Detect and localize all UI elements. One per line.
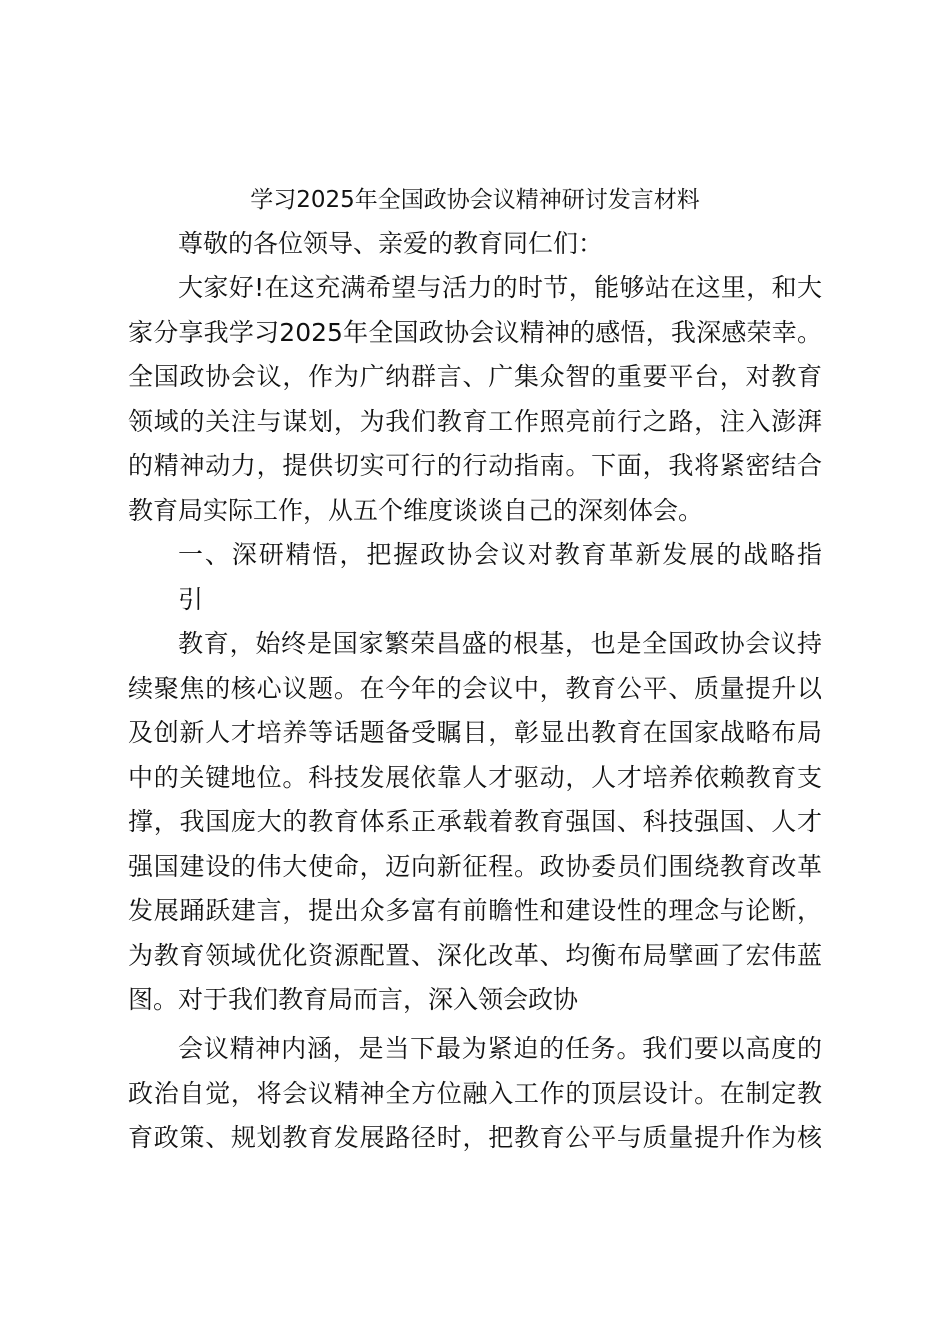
text-line: 强国建设的伟大使命，迈向新征程。政协委员们围绕教育改革 <box>128 851 822 881</box>
text-line: 育政策、规划教育发展路径时，把教育公平与质量提升作为核 <box>128 1123 822 1152</box>
paragraph-meeting-spirit <box>128 1027 822 1161</box>
text-line: 家分享我学习2025年全国政协会议精神的感悟，我深感荣幸。 <box>128 317 822 347</box>
text-line: 领域的关注与谋划，为我们教育工作照亮前行之路，注入澎湃 <box>128 406 822 436</box>
text-line: 为教育领域优化资源配置、深化改革、均衡布局擘画了宏伟蓝 <box>128 940 822 970</box>
heading-line: 引 <box>178 584 204 614</box>
text-line: 发展踊跃建言，提出众多富有前瞻性和建设性的理念与论断， <box>128 896 822 925</box>
paragraph-education <box>128 622 822 1023</box>
text-line: 中的关键地位。科技发展依靠人才驱动，人才培养依赖教育支 <box>128 762 822 792</box>
paragraph-greeting <box>128 266 822 533</box>
text-line: 续聚焦的核心议题。在今年的会议中，教育公平、质量提升以 <box>128 673 822 703</box>
salutation-block <box>128 222 822 267</box>
text-line: 及创新人才培养等话题备受瞩目，彰显出教育在国家战略布局 <box>128 718 822 747</box>
section-heading-1 <box>128 533 822 622</box>
text-line: 大家好!在这充满希望与活力的时节，能够站在这里，和大 <box>178 273 822 302</box>
salutation: 尊敬的各位领导、亲爱的教育同仁们： <box>178 229 604 258</box>
text-line: 会议精神内涵，是当下最为紧迫的任务。我们要以高度的 <box>178 1034 822 1063</box>
text-line: 教育，始终是国家繁荣昌盛的根基，也是全国政协会议持 <box>178 629 822 658</box>
text-line: 政治自觉，将会议精神全方位融入工作的顶层设计。在制定教 <box>128 1078 822 1108</box>
heading-line: 一、深研精悟，把握政协会议对教育革新发展的战略指 <box>178 540 822 569</box>
text-line: 全国政协会议，作为广纳群言、广集众智的重要平台，对教育 <box>128 362 822 391</box>
document-title: 学习2025年全国政协会议精神研讨发言材料 <box>250 187 700 213</box>
text-line: 撑，我国庞大的教育体系正承载着教育强国、科技强国、人才 <box>128 807 822 836</box>
text-line: 的精神动力，提供切实可行的行动指南。下面，我将紧密结合 <box>128 451 822 480</box>
text-line: 图。对于我们教育局而言，深入领会政协 <box>128 985 579 1014</box>
text-line: 教育局实际工作，从五个维度谈谈自己的深刻体会。 <box>128 495 704 525</box>
